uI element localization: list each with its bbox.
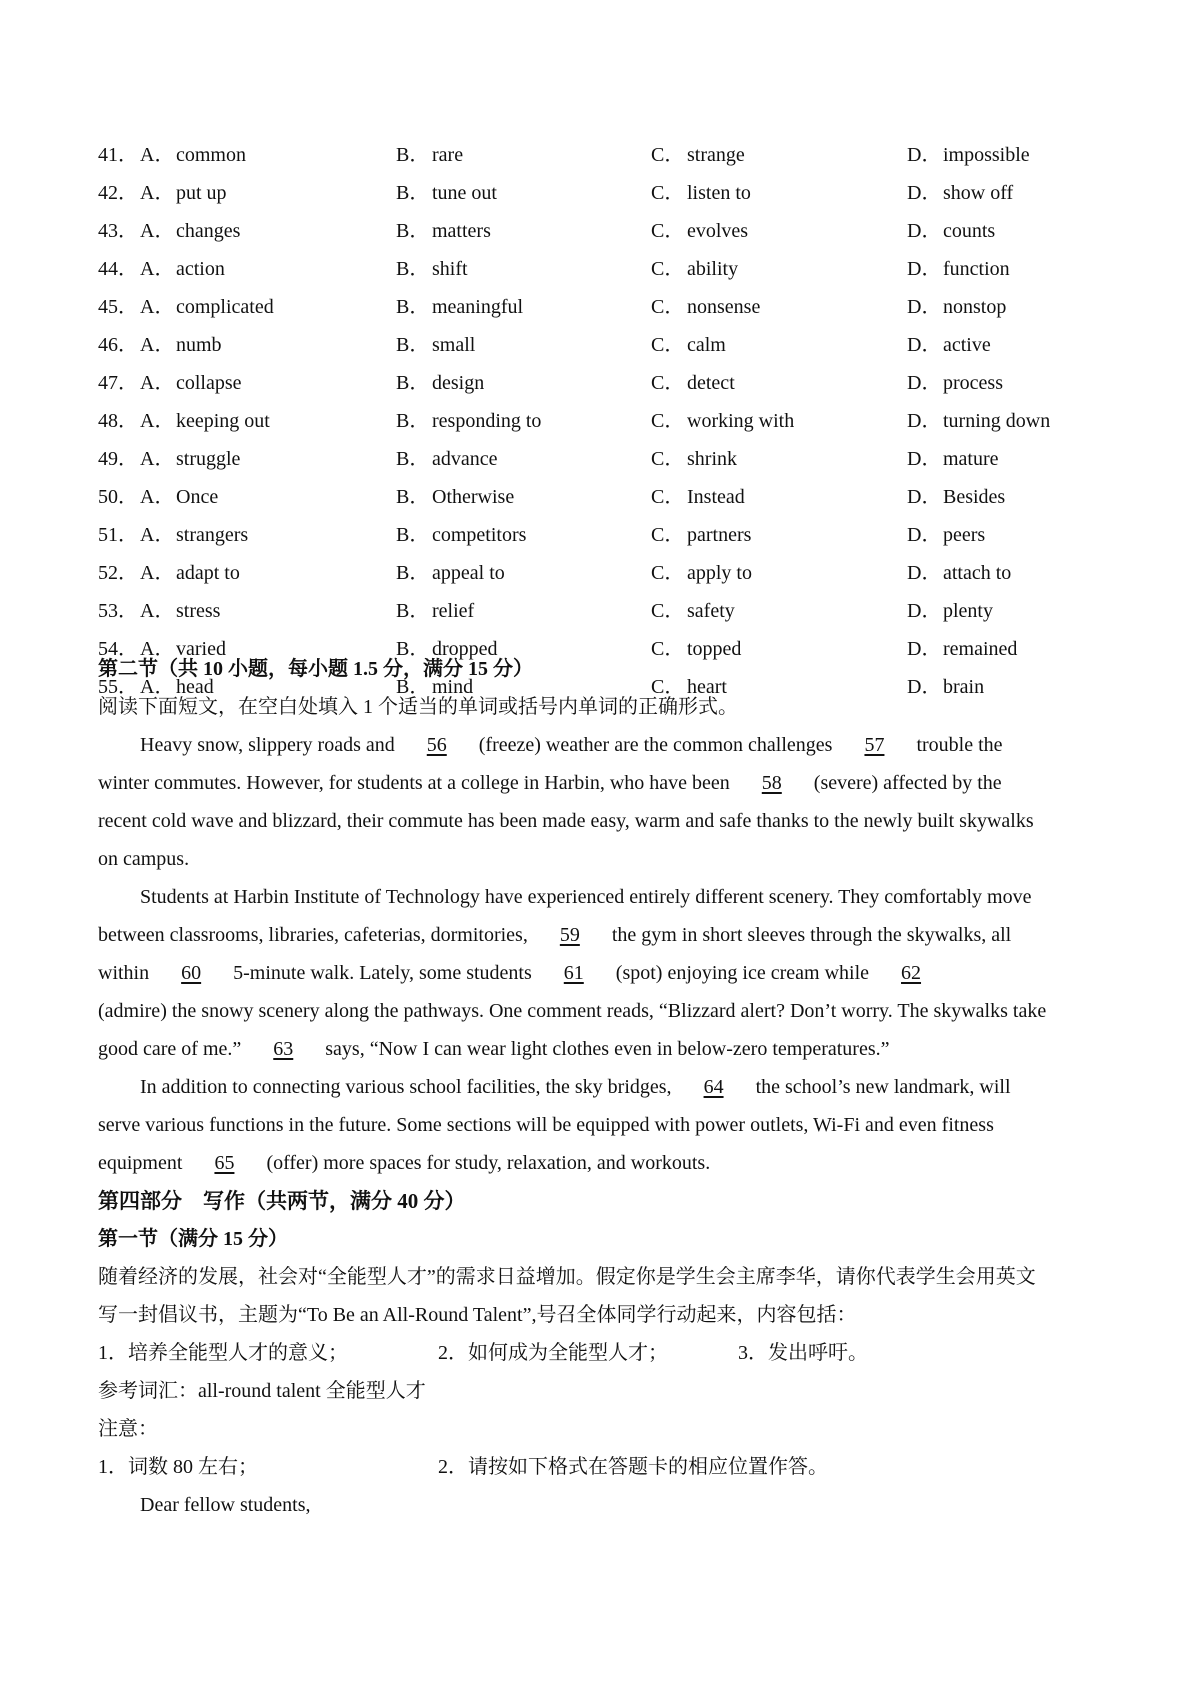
requirement-1: 1．培养全能型人才的意义； [98, 1342, 348, 1364]
writing-requirements [98, 1334, 868, 1372]
option-b[interactable] [396, 516, 526, 554]
note-2: 2．请按如下格式在答题卡的相应位置作答。 [438, 1456, 828, 1478]
option-c[interactable] [651, 174, 751, 212]
option-letter: A． [140, 372, 175, 394]
writing-prompt-1: 随着经济的发展，社会对“全能型人才”的需求日益增加。假定你是学生会主席李华，请你代表学生会用英文 [98, 1266, 1036, 1288]
option-letter: A． [140, 638, 175, 660]
option-b[interactable] [396, 440, 498, 478]
option-letter: B． [396, 372, 430, 394]
option-a[interactable] [140, 478, 218, 516]
option-letter: B． [396, 334, 430, 356]
option-text: plenty [943, 600, 993, 622]
option-letter: A． [140, 562, 175, 584]
option-d[interactable] [907, 174, 1013, 212]
option-text: Otherwise [432, 486, 515, 508]
option-letter: C． [651, 562, 685, 584]
option-text: attach to [943, 562, 1012, 584]
option-row [98, 250, 1138, 288]
option-letter: D． [907, 296, 942, 318]
option-text: tune out [432, 182, 497, 204]
option-text: common [176, 144, 246, 166]
option-d[interactable] [907, 554, 1011, 592]
question-number: 41． [98, 144, 138, 166]
option-letter: A． [140, 600, 175, 622]
option-d[interactable] [907, 630, 1017, 668]
question-number: 49． [98, 448, 138, 470]
option-c[interactable] [651, 326, 726, 364]
option-b[interactable] [396, 554, 505, 592]
option-text: relief [432, 600, 475, 622]
option-text: listen to [687, 182, 751, 204]
option-row [98, 288, 1138, 326]
option-a[interactable] [140, 516, 248, 554]
option-text: partners [687, 524, 752, 546]
blank-58[interactable]: 58 [761, 772, 782, 794]
option-c[interactable] [651, 136, 745, 174]
option-a[interactable] [140, 212, 240, 250]
option-letter: A． [140, 676, 175, 698]
option-text: peers [943, 524, 986, 546]
passage-line-3: recent cold wave and blizzard, their commute has been made easy, warm and safe thanks to the newly built skywalks [98, 810, 1034, 832]
option-c[interactable] [651, 212, 748, 250]
option-row [98, 516, 1138, 554]
option-letter: D． [907, 486, 942, 508]
option-letter: A． [140, 220, 175, 242]
part4-subheading: 第一节（满分 15 分） [98, 1228, 288, 1250]
option-text: ability [687, 258, 739, 280]
option-b[interactable] [396, 174, 497, 212]
option-c[interactable] [651, 440, 737, 478]
note-label: 注意： [98, 1418, 158, 1440]
option-letter: C． [651, 448, 685, 470]
passage-line-7: within 60 5-minute walk. Lately, some students 61 (spot) enjoying ice cream while 62 [98, 954, 943, 992]
option-letter: C． [651, 524, 685, 546]
question-number: 50． [98, 486, 138, 508]
option-row [98, 440, 1138, 478]
blank-60[interactable]: 60 [181, 962, 202, 984]
option-d[interactable] [907, 516, 985, 554]
option-letter: A． [140, 296, 175, 318]
option-letter: D． [907, 220, 942, 242]
option-d[interactable] [907, 592, 993, 630]
option-text: strangers [176, 524, 249, 546]
option-c[interactable] [651, 402, 794, 440]
option-text: shrink [687, 448, 737, 470]
passage-line-6: between classrooms, libraries, cafeterias, dormitories, 59 the gym in short sleeves through the skywalks, all [98, 916, 1011, 954]
option-text: meaningful [432, 296, 524, 318]
option-a[interactable] [140, 592, 220, 630]
option-text: detect [687, 372, 735, 394]
option-text: struggle [176, 448, 241, 470]
option-letter: C． [651, 600, 685, 622]
option-d[interactable] [907, 212, 995, 250]
option-b[interactable] [396, 212, 491, 250]
blank-63[interactable]: 63 [273, 1038, 294, 1060]
blank-64[interactable]: 64 [703, 1076, 724, 1098]
passage-line-1: Heavy snow, slippery roads and 56 (freeze) weather are the common challenges 57 trouble the [140, 726, 1003, 764]
option-a[interactable] [140, 326, 222, 364]
option-text: competitors [432, 524, 527, 546]
option-letter: D． [907, 638, 942, 660]
option-c[interactable] [651, 516, 751, 554]
option-a[interactable] [140, 288, 274, 326]
option-text: Once [176, 486, 219, 508]
blank-61[interactable]: 61 [563, 962, 584, 984]
option-text: numb [176, 334, 222, 356]
option-text: impossible [943, 144, 1030, 166]
question-number: 55． [98, 676, 138, 698]
question-number: 47． [98, 372, 138, 394]
option-row [98, 212, 1138, 250]
option-letter: A． [140, 410, 175, 432]
option-text: put up [176, 182, 227, 204]
option-letter: D． [907, 600, 942, 622]
option-letter: C． [651, 334, 685, 356]
option-text: heart [687, 676, 727, 698]
option-text: collapse [176, 372, 242, 394]
letter-greeting: Dear fellow students, [140, 1494, 311, 1516]
option-row [98, 174, 1138, 212]
option-text: topped [687, 638, 742, 660]
option-letter: C． [651, 220, 685, 242]
option-text: mind [432, 676, 474, 698]
option-text: counts [943, 220, 996, 242]
option-letter: C． [651, 144, 685, 166]
question-number: 52． [98, 562, 138, 584]
option-letter: D． [907, 562, 942, 584]
option-c[interactable] [651, 364, 735, 402]
option-row [98, 554, 1138, 592]
option-d[interactable] [907, 326, 991, 364]
option-b[interactable] [396, 326, 475, 364]
option-a[interactable] [140, 364, 242, 402]
option-b[interactable] [396, 136, 463, 174]
option-a[interactable] [140, 554, 240, 592]
option-text: safety [687, 600, 735, 622]
option-letter: D． [907, 372, 942, 394]
question-number: 43． [98, 220, 138, 242]
option-text: design [432, 372, 485, 394]
option-text: evolves [687, 220, 749, 242]
option-letter: C． [651, 182, 685, 204]
option-d[interactable] [907, 402, 1050, 440]
part4-heading: 第四部分 写作（共两节，满分 40 分） [98, 1189, 466, 1213]
option-letter: A． [140, 182, 175, 204]
option-text: strange [687, 144, 745, 166]
option-text: advance [432, 448, 498, 470]
option-text: working with [687, 410, 795, 432]
option-d[interactable] [907, 250, 1010, 288]
question-number: 48． [98, 410, 138, 432]
option-letter: D． [907, 524, 942, 546]
option-text: mature [943, 448, 999, 470]
option-c[interactable] [651, 478, 745, 516]
option-b[interactable] [396, 592, 474, 630]
option-letter: D． [907, 410, 942, 432]
passage-line-9: good care of me.” 63 says, “Now I can wear light clothes even in below-zero temperatures.” [98, 1030, 889, 1068]
option-text: adapt to [176, 562, 240, 584]
blank-62[interactable]: 62 [901, 962, 922, 984]
question-number: 42． [98, 182, 138, 204]
option-c[interactable] [651, 554, 752, 592]
option-text: rare [432, 144, 464, 166]
option-b[interactable] [396, 402, 541, 440]
blank-59[interactable]: 59 [559, 924, 580, 946]
option-c[interactable] [651, 288, 760, 326]
passage-line-8: (admire) the snowy scenery along the pathways. One comment reads, “Blizzard alert? Don’t worry. The skywalks take [98, 1000, 1047, 1022]
option-text: dropped [432, 638, 498, 660]
option-letter: B． [396, 638, 430, 660]
option-d[interactable] [907, 478, 1005, 516]
options-list [98, 136, 1138, 706]
option-text: responding to [432, 410, 542, 432]
option-letter: B． [396, 524, 430, 546]
option-text: head [176, 676, 214, 698]
option-letter: C． [651, 486, 685, 508]
passage-line-11: serve various functions in the future. Some sections will be equipped with power outlets, Wi-Fi and even fitness [98, 1114, 994, 1136]
option-row [98, 592, 1138, 630]
option-letter: A． [140, 524, 175, 546]
option-text: nonsense [687, 296, 761, 318]
option-text: Instead [687, 486, 745, 508]
requirement-2: 2．如何成为全能型人才； [438, 1342, 668, 1364]
option-text: process [943, 372, 1003, 394]
question-number: 54． [98, 638, 138, 660]
question-number: 45． [98, 296, 138, 318]
option-letter: B． [396, 220, 430, 242]
option-letter: A． [140, 486, 175, 508]
option-c[interactable] [651, 630, 741, 668]
option-a[interactable] [140, 250, 225, 288]
passage-line-10: In addition to connecting various school facilities, the sky bridges, 64 the school’s new landmark, will [140, 1068, 1011, 1106]
option-row [98, 326, 1138, 364]
option-letter: B． [396, 448, 430, 470]
passage-line-5: Students at Harbin Institute of Technology have experienced entirely different scenery. They comfortably move [140, 886, 1032, 908]
option-text: brain [943, 676, 985, 698]
option-c[interactable] [651, 250, 738, 288]
option-d[interactable] [907, 668, 984, 706]
option-letter: D． [907, 448, 942, 470]
option-letter: B． [396, 296, 430, 318]
option-text: function [943, 258, 1010, 280]
option-d[interactable] [907, 364, 1003, 402]
option-text: small [432, 334, 476, 356]
option-letter: B． [396, 486, 430, 508]
option-row [98, 364, 1138, 402]
option-text: show off [943, 182, 1014, 204]
option-text: active [943, 334, 991, 356]
option-row [98, 136, 1138, 174]
option-text: action [176, 258, 225, 280]
option-letter: A． [140, 448, 175, 470]
requirement-3: 3．发出呼吁。 [738, 1342, 868, 1364]
option-letter: B． [396, 144, 430, 166]
blank-56[interactable]: 56 [426, 734, 447, 756]
option-text: turning down [943, 410, 1051, 432]
option-a[interactable] [140, 440, 240, 478]
option-text: varied [176, 638, 226, 660]
option-letter: B． [396, 258, 430, 280]
option-a[interactable] [140, 402, 270, 440]
option-letter: A． [140, 144, 175, 166]
option-letter: C． [651, 410, 685, 432]
question-number: 44． [98, 258, 138, 280]
passage-line-2: winter commutes. However, for students at a college in Harbin, who have been 58 (severe) affected by the [98, 764, 1002, 802]
option-letter: C． [651, 296, 685, 318]
option-text: appeal to [432, 562, 505, 584]
option-c[interactable] [651, 592, 735, 630]
option-letter: B． [396, 676, 430, 698]
section2-heading: 第二节（共 10 小题，每小题 1.5 分，满分 15 分） [98, 658, 533, 680]
option-b[interactable] [396, 478, 514, 516]
option-text: calm [687, 334, 726, 356]
option-text: changes [176, 220, 241, 242]
reference-vocab: 参考词汇：all-round talent 全能型人才 [98, 1380, 426, 1402]
option-letter: B． [396, 562, 430, 584]
option-letter: D． [907, 676, 942, 698]
note-1: 1．词数 80 左右； [98, 1456, 258, 1478]
option-text: nonstop [943, 296, 1007, 318]
option-letter: B． [396, 600, 430, 622]
option-text: keeping out [176, 410, 270, 432]
option-a[interactable] [140, 174, 227, 212]
option-letter: D． [907, 182, 942, 204]
option-letter: B． [396, 410, 430, 432]
option-b[interactable] [396, 288, 523, 326]
option-text: shift [432, 258, 468, 280]
blank-65[interactable]: 65 [214, 1152, 235, 1174]
option-letter: C． [651, 676, 685, 698]
blank-57[interactable]: 57 [864, 734, 885, 756]
option-text: matters [432, 220, 491, 242]
option-letter: D． [907, 144, 942, 166]
option-d[interactable] [907, 136, 1030, 174]
option-letter: C． [651, 258, 685, 280]
option-text: complicated [176, 296, 274, 318]
option-letter: D． [907, 334, 942, 356]
section2-instruction: 阅读下面短文，在空白处填入 1 个适当的单词或括号内单词的正确形式。 [98, 696, 738, 718]
option-letter: B． [396, 182, 430, 204]
option-letter: C． [651, 638, 685, 660]
note-items [98, 1448, 828, 1486]
option-b[interactable] [396, 364, 484, 402]
option-d[interactable] [907, 288, 1006, 326]
option-b[interactable] [396, 250, 468, 288]
option-letter: A． [140, 258, 175, 280]
option-a[interactable] [140, 136, 246, 174]
question-number: 51． [98, 524, 138, 546]
passage-line-4: on campus. [98, 848, 190, 870]
option-d[interactable] [907, 440, 999, 478]
option-row [98, 478, 1138, 516]
writing-prompt-2: 写一封倡议书，主题为“To Be an All-Round Talent”,号召全体同学行动起来，内容包括： [98, 1304, 857, 1326]
option-letter: C． [651, 372, 685, 394]
option-text: Besides [943, 486, 1006, 508]
passage-line-12: equipment 65 (offer) more spaces for study, relaxation, and workouts. [98, 1144, 710, 1182]
question-number: 53． [98, 600, 138, 622]
option-text: apply to [687, 562, 752, 584]
option-letter: D． [907, 258, 942, 280]
option-letter: A． [140, 334, 175, 356]
option-row [98, 402, 1138, 440]
option-text: stress [176, 600, 221, 622]
question-number: 46． [98, 334, 138, 356]
option-text: remained [943, 638, 1018, 660]
